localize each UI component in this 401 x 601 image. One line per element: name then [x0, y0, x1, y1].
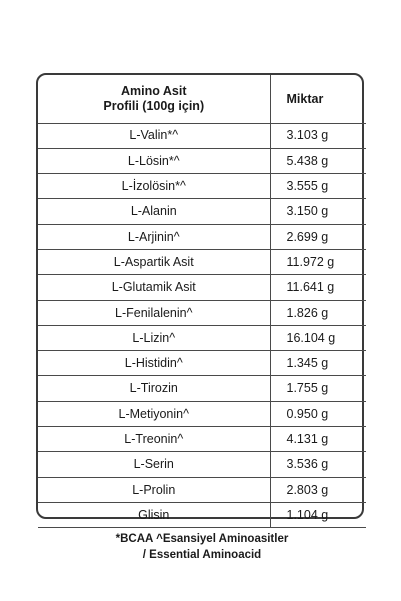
amino-acid-amount: 0.950 g [270, 401, 366, 426]
table-row [38, 502, 366, 527]
table-row [38, 275, 366, 300]
table-header-row [38, 75, 366, 123]
amino-acid-name: L-Serin [38, 452, 270, 477]
table-row [38, 325, 366, 350]
amino-acid-amount: 1.345 g [270, 351, 366, 376]
footnote-line-2: / Essential Aminoacid [142, 549, 262, 561]
table-row [38, 148, 366, 173]
table-row [38, 401, 366, 426]
header-amount: Miktar [270, 75, 366, 123]
amino-acid-name: L-Treonin^ [38, 427, 270, 452]
amino-acid-name: L-Metiyonin^ [38, 401, 270, 426]
amino-acid-amount: 11.641 g [270, 275, 366, 300]
table-row [38, 351, 366, 376]
amino-acid-name: L-Histidin^ [38, 351, 270, 376]
table-row [38, 300, 366, 325]
table-row [38, 199, 366, 224]
amino-acid-name: L-Tirozin [38, 376, 270, 401]
amino-acid-amount: 3.555 g [270, 174, 366, 199]
header-title-line-2: Profili (100g için) [103, 98, 205, 113]
amino-acid-amount: 11.972 g [270, 249, 366, 274]
table-row [38, 376, 366, 401]
amino-acid-amount: 1.104 g [270, 502, 366, 527]
amino-acid-name: L-Valin*^ [38, 123, 270, 148]
amino-acid-table-container [36, 73, 364, 561]
table-row [38, 224, 366, 249]
amino-acid-amount: 3.150 g [270, 199, 366, 224]
amino-acid-name: L-Lizin^ [38, 325, 270, 350]
table-row [38, 249, 366, 274]
amino-acid-amount: 4.131 g [270, 427, 366, 452]
amino-acid-amount: 2.699 g [270, 224, 366, 249]
amino-acid-name: L-Lösin*^ [38, 148, 270, 173]
amino-acid-amount: 5.438 g [270, 148, 366, 173]
amino-acid-name: L-Arjinin^ [38, 224, 270, 249]
amino-acid-name: L-Fenilalenin^ [38, 300, 270, 325]
header-amino-acid-profile [38, 75, 270, 123]
amino-acid-profile-table [38, 75, 366, 568]
header-title-line-1: Amino Asit [120, 84, 187, 99]
table-row [38, 174, 366, 199]
amino-acid-amount: 3.536 g [270, 452, 366, 477]
amino-acid-name: L-Aspartik Asit [38, 249, 270, 274]
amino-acid-name: L-Prolin [38, 477, 270, 502]
table-footnote-row [38, 528, 366, 568]
amino-acid-name: L-Glutamik Asit [38, 275, 270, 300]
table-row [38, 123, 366, 148]
amino-acid-amount: 1.826 g [270, 300, 366, 325]
table-row [38, 477, 366, 502]
table-row [38, 427, 366, 452]
amino-acid-name: L-İzolösin*^ [38, 174, 270, 199]
amino-acid-amount: 1.755 g [270, 376, 366, 401]
footnote-line-1: *BCAA ^Esansiyel Aminoasitler [115, 533, 289, 546]
amino-acid-amount: 16.104 g [270, 325, 366, 350]
footnote [38, 528, 366, 568]
amino-acid-amount: 2.803 g [270, 477, 366, 502]
amino-acid-name: Glisin [38, 502, 270, 527]
amino-acid-name: L-Alanin [38, 199, 270, 224]
table-row [38, 452, 366, 477]
amino-acid-amount: 3.103 g [270, 123, 366, 148]
table-body [38, 75, 366, 568]
